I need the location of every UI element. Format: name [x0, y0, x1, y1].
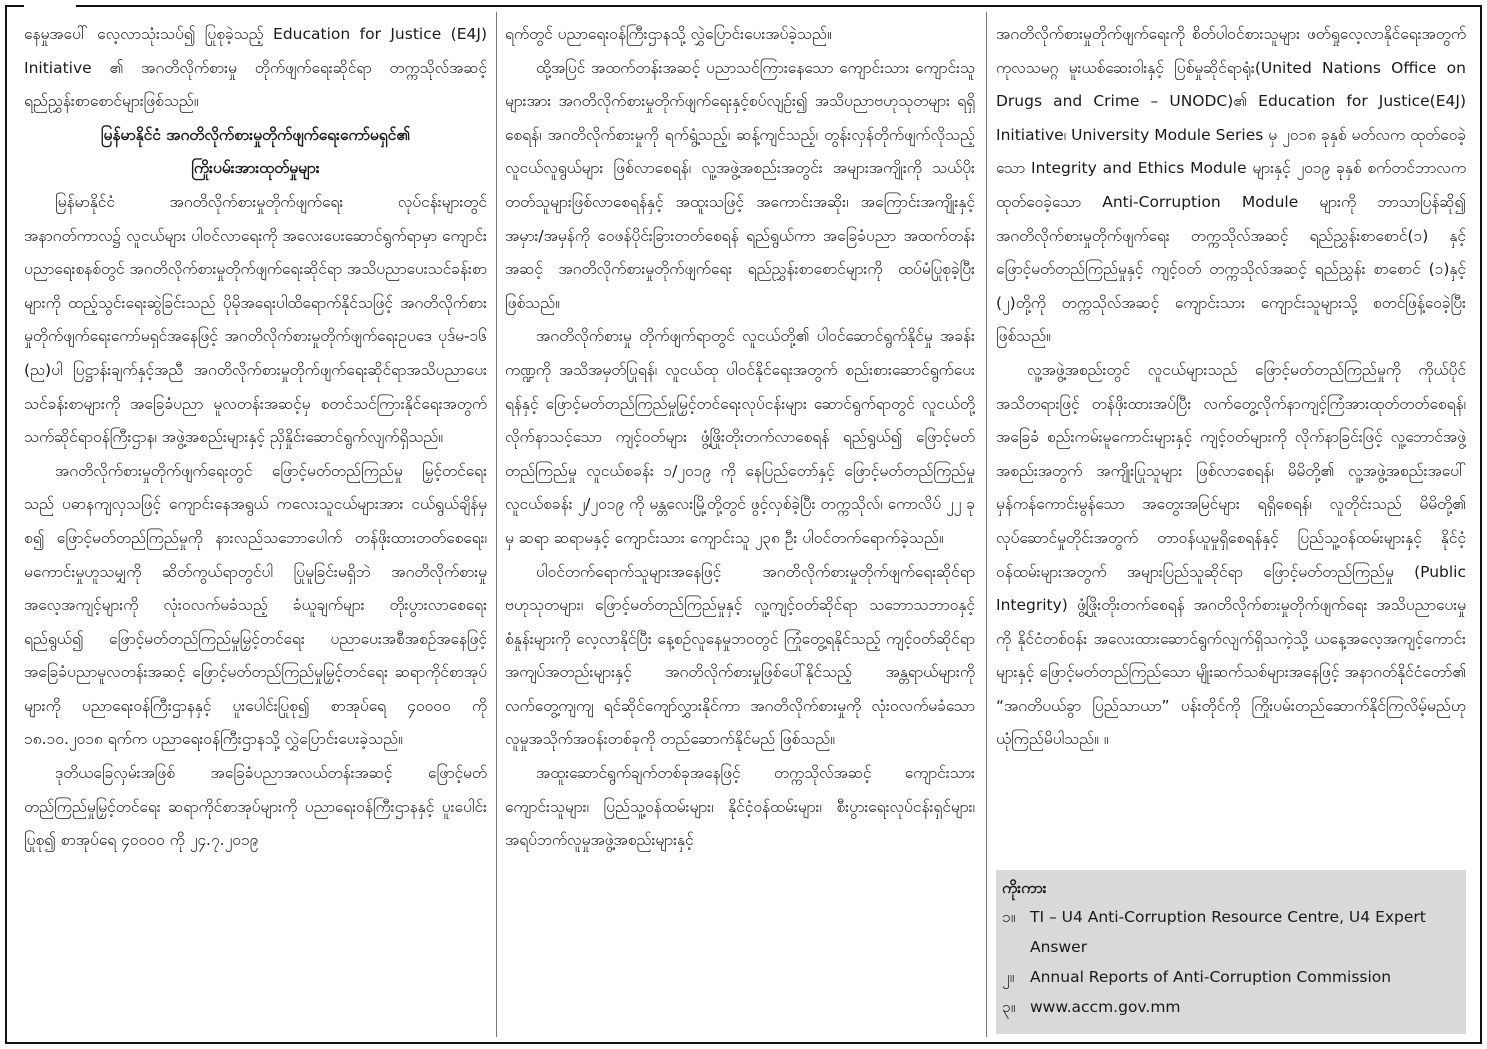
column-divider — [496, 12, 497, 1037]
reference-item — [1002, 992, 1460, 1022]
paragraph: ဒုတိယခြေလှမ်းအဖြစ် အခြေခံပညာအလယ်တန်းအဆင့် ဖြောင့်မတ်တည်ကြည်မှုမြှင့်တင်ရေး ဆရာကိုင်စာအုပ်များကို ပညာရေးဝန်ကြီးဌာနနှင့် ပူးပေါင်းပြုစု၍ စာအုပ်ရေ ၄၀၀၀၀ ကို ၂၄.၇.၂၀၁၉ — [24, 764, 487, 850]
reference-text: TI – U4 Anti-Corruption Resource Centre, U4 Expert Answer — [1030, 908, 1426, 956]
paragraph: ရက်တွင် ပညာရေးဝန်ကြီးဌာနသို့ လွှဲပြောင်းပေးအပ်ခဲ့သည်။ — [505, 25, 832, 43]
reference-item — [1002, 902, 1460, 962]
reference-number: ၁။ — [1002, 908, 1016, 926]
paragraph: ပါဝင်တက်ရောက်သူများအနေဖြင့် အဂတိလိုက်စားမှုတိုက်ဖျက်ရေးဆိုင်ရာ ဗဟုသုတများ၊ ဖြောင့်မတ်တည်ကြည်မှုနှင့် လူ့ကျင့်ဝတ်ဆိုင်ရာ သဘောသဘာဝနှင့် စံနှုန်းများကို လေ့လာနိုင်ပြီး နေ့စဉ်လူနေမှုဘဝတွင် ကြုံတွေ့ရနိုင်သည့် ကျင့်ဝတ်ဆိုင်ရာ အကျပ်အတည်းများနှင့် အဂတိလိုက်စားမှုဖြစ်ပေါ်နိုင်သည့် အန္တရာယ်များကို လက်တွေ့ကျကျ ရင်ဆိုင်ကျော်လွှားနိုင်ကာ အဂတိလိုက်စားမှုကို လုံးဝလက်မခံသော လူမှုအသိုက်အဝန်းတစ်ခုကို တည်ဆောက်နိုင်မည် ဖြစ်သည်။ — [505, 562, 975, 749]
paragraph: အဂတိလိုက်စားမှု တိုက်ဖျက်ရာတွင် လူငယ်တို့၏ ပါဝင်ဆောင်ရွက်နိုင်မှု အခန်းကဏ္ဍကို အသိအမှတ်ပြုရန်၊ လူငယ်ထု ပါဝင်နိုင်ရေးအတွက် စည်းစားဆောင်ရွက်ပေးရန်နှင့် ဖြောင့်မတ်တည်ကြည်မှုမြှင့်တင်ရေးလုပ်ငန်းများ ဆောင်ရွက်ရာတွင် လူငယ်တို့လိုက်နာသင့်သော ကျင့်ဝတ်များ ဖွံ့ဖြိုးတိုးတက်လာစေရန် ရည်ရွယ်၍ ဖြောင့်မတ်တည်ကြည်မှု လူငယ်စခန်း ၁/၂၀၁၉ ကို နေပြည်တော်နှင့် ဖြောင့်မတ်တည်ကြည်မှု လူငယ်စခန်း ၂/၂၀၁၉ ကို မန္တလေးမြို့တို့တွင် ဖွင့်လှစ်ခဲ့ပြီး တက္ကသိုလ်၊ ကောလိပ် ၂၂ ခုမှ ဆရာ ဆရာမနှင့် ကျောင်းသား ကျောင်းသူ ၂၃၈ ဦး ပါဝင်တက်ရောက်ခဲ့သည်။ — [505, 327, 975, 547]
column-divider — [986, 12, 987, 1037]
paragraph: လူ့အဖွဲ့အစည်းတွင် လူငယ်များသည် ဖြောင့်မတ်တည်ကြည်မှုကို ကိုယ်ပိုင်အသိတရားဖြင့် တန်ဖိုးထားအပ်ပြီး လက်တွေ့လိုက်နာကျင့်ကြံအားထုတ်တတ်စေရန်၊ အခြေခံ စည်းကမ်းမူကောင်းများနှင့် ကျင့်ဝတ်များကို လိုက်နာခြင်းဖြင့် လူ့ဘောင်အဖွဲ့အစည်းအတွက် အကျိုးပြုသူများ ဖြစ်လာစေရန်၊ မိမိတို့၏ လူ့အဖွဲ့အစည်းအပေါ် မှန်ကန်ကောင်းမွန်သော အတွေးအမြင်များ ရရှိစေရန်၊ လူတိုင်းသည် မိမိတို့၏ လုပ်ဆောင်မှုတိုင်းအတွက် တာဝန်ယူမှုရှိစေရန်နှင့် ပြည်သူ့ဝန်ထမ်းများနှင့် နိုင်ငံ့ဝန်ထမ်းများအတွက် အများပြည်သူဆိုင်ရာ ဖြောင့်မတ်တည်ကြည်မှု (Public Integrity) ဖွံ့ဖြိုးတိုးတက်စေရန် အဂတိလိုက်စားမှုတိုက်ဖျက်ရေး အသိပညာပေးမှုကို နိုင်ငံတစ်ဝန်း အလေးထားဆောင်ရွက်လျက်ရှိသကဲ့သို့ ယနေ့အလေ့အကျင့်ကောင်းများနှင့် ဖြောင့်မတ်တည်ကြည်သော မျိုးဆက်သစ်များအနေဖြင့် အနာဂတ်နိုင်ငံတော်၏ “အဂတိပယ်ခွာ ပြည်သာယာ” ပန်းတိုင်ကို ကြိုးပမ်းတည်ဆောက်နိုင်ကြလိမ့်မည်ဟု ယုံကြည်မိပါသည်။ ။ — [996, 360, 1466, 749]
paragraph: အထူးဆောင်ရွက်ချက်တစ်ခုအနေဖြင့် တက္ကသိုလ်အဆင့် ကျောင်းသား ကျောင်းသူများ၊ ပြည်သူ့ဝန်ထမ်းများ၊ နိုင်ငံ့ဝန်ထမ်းများ၊ စီးပွားရေးလုပ်ငန်းရှင်များ၊ အရပ်ဘက်လူမှုအဖွဲ့အစည်းများနှင့် — [505, 764, 975, 850]
reference-text: Annual Reports of Anti-Corruption Commission — [1030, 968, 1392, 986]
reference-number: ၂။ — [1002, 968, 1015, 986]
border-tab — [24, 0, 76, 14]
paragraph: နေမှုအပေါ် လေ့လာသုံးသပ်၍ ပြုစုခဲ့သည့် Education for Justice (E4J) Initiative ၏ အဂတိလိုက်စားမှု တိုက်ဖျက်ရေးဆိုင်ရာ တက္ကသိုလ်အဆင့် ရည်ညွှန်းစာစောင်များဖြစ်သည်။ — [24, 25, 487, 111]
section-heading-line-2: ကြိုးပမ်းအားထုတ်မှုများ — [191, 159, 320, 178]
reference-link: www.accm.gov.mm — [1030, 998, 1181, 1016]
paragraph: အဂတိလိုက်စားမှုတိုက်ဖျက်ရေးကို စိတ်ပါဝင်စားသူများ ဖတ်ရှုလေ့လာနိုင်ရေးအတွက် ကုလသမဂ္ဂ မူးယစ်ဆေးဝါးနှင့် ပြစ်မှုဆိုင်ရာရုံး(United Nations Office on Drugs and Crime – UNODC)၏ Education for Justice(E4J) Initiative၊ University Module Series မှ ၂၀၁၈ ခုနှစ် မတ်လက ထုတ်ဝေခဲ့သော Integrity and Ethics Module များနှင့် ၂၀၁၉ ခုနှစ် စက်တင်ဘာလက ထုတ်ဝေခဲ့သော Anti-Corruption Module များကို ဘာသာပြန်ဆို၍ အဂတိလိုက်စားမှုတိုက်ဖျက်ရေး တက္ကသိုလ်အဆင့် ရည်ညွှန်းစာစောင်(၁) နှင့် ဖြောင့်မတ်တည်ကြည်မှုနှင့် ကျင့်ဝတ် တက္ကသိုလ်အဆင့် ရည်ညွှန်း စာစောင် (၁)နှင့် (၂)တို့ကို တက္ကသိုလ်အဆင့် ကျောင်းသား ကျောင်းသူများသို့ စတင်ဖြန့်ဝေခဲ့ပြီးဖြစ်သည်။ — [996, 25, 1466, 346]
paragraph: အဂတိလိုက်စားမှုတိုက်ဖျက်ရေးတွင် ဖြောင့်မတ်တည်ကြည်မှု မြှင့်တင်ရေးသည် ပဓာနကျလှသဖြင့် ကျောင်းနေအရွယ် ကလေးသူငယ်များအား ငယ်ရွယ်ချိန်မှစ၍ ဖြောင့်မတ်တည်ကြည်မှုကို နားလည်သဘောပေါက် တန်ဖိုးထားတတ်စေရေး၊ မကောင်းမှုဟူသမျှကို ဆိတ်ကွယ်ရာတွင်ပါ ပြုမူခြင်းမရှိဘဲ အဂတိလိုက်စားမှုအလေ့အကျင့်များကို လုံးဝလက်မခံသည့် ခံယူချက်များ တိုးပွားလာစေရေး ရည်ရွယ်၍ ဖြောင့်မတ်တည်ကြည်မှုမြှင့်တင်ရေး ပညာပေးအစီအစဉ်အနေဖြင့် အခြေခံပညာမူလတန်းအဆင့် ဖြောင့်မတ်တည်ကြည်မှုမြှင့်တင်ရေး ဆရာကိုင်စာအုပ်များကို ပညာရေးဝန်ကြီးဌာနနှင့် ပူးပေါင်းပြုစု၍ စာအုပ်ရေ ၄၀၀၀၀ ကို ၁၈.၁၀.၂၀၁၈ ရက်က ပညာရေးဝန်ကြီးဌာနသို့ လွှဲပြောင်းပေးခဲ့သည်။ — [24, 461, 487, 749]
article-column-3 — [996, 18, 1466, 867]
paragraph: မြန်မာနိုင်ငံ အဂတိလိုက်စားမှုတိုက်ဖျက်ရေး လုပ်ငန်းများတွင် အနာဂတ်ကာလ၌ လူငယ်များ ပါဝင်လာရေးကို အလေးပေးဆောင်ရွက်ရာမှာ ကျောင်းပညာရေးစနစ်တွင် အဂတိလိုက်စားမှုတိုက်ဖျက်ရေးဆိုင်ရာ အသိပညာပေးသင်ခန်းစာများကို ထည့်သွင်းရေးဆွဲခြင်းသည် ပိုမိုအရေးပါထိရောက်နိုင်သဖြင့် အဂတိလိုက်စားမှုတိုက်ဖျက်ရေးကော်မရှင်အနေဖြင့် အဂတိလိုက်စားမှုတိုက်ဖျက်ရေးဥပဒေ ပုဒ်မ-၁၆ (ည)ပါ ပြဋ္ဌာန်းချက်နှင့်အညီ အဂတိလိုက်စားမှုတိုက်ဖျက်ရေးဆိုင်ရာအသိပညာပေး သင်ခန်းစာများကို အခြေခံပညာ မူလတန်းအဆင့်မှ စတင်သင်ကြားနိုင်ရေးအတွက် သက်ဆိုင်ရာဝန်ကြီးဌာန၊ အဖွဲ့အစည်းများနှင့် ညှိနှိုင်းဆောင်ရွက်လျက်ရှိသည်။ — [24, 192, 487, 447]
article-column-1 — [24, 18, 487, 1033]
references-title: ကိုးကား — [1002, 879, 1047, 897]
paragraph: ထို့အပြင် အထက်တန်းအဆင့် ပညာသင်ကြားနေသော ကျောင်းသား ကျောင်းသူများအား အဂတိလိုက်စားမှုတိုက်ဖျက်ရေးနှင့်စပ်လျဉ်း၍ အသိပညာဗဟုသုတများ ရရှိစေရန်၊ အဂတိလိုက်စားမှုကို ရက်ရွံ့သည့်၊ ဆန့်ကျင်သည့်၊ တွန်းလှန်တိုက်ဖျက်လိုသည့် လူငယ်လူရွယ်များ ဖြစ်လာစေရန်၊ လူ့အဖွဲ့အစည်းအတွင်း အများအကျိုးကို သယ်ပိုးတတ်သူများဖြစ်လာစေရန်နှင့် အထူးသဖြင့် အကောင်းအဆိုး၊ အကြောင်းအကျိုးနှင့် အမှား/အမှန်ကို ဝေဖန်ပိုင်းခြားတတ်စေရန် ရည်ရွယ်ကာ အခြေခံပညာ အထက်တန်းအဆင့် အဂတိလိုက်စားမှုတိုက်ဖျက်ရေး ရည်ညွှန်းစာစောင်များကို ထပ်မံပြုစုခဲ့ပြီးဖြစ်သည်။ — [505, 58, 975, 312]
reference-number: ၃။ — [1002, 998, 1016, 1016]
article-column-2 — [505, 18, 975, 1033]
references-box — [996, 870, 1466, 1034]
reference-item — [1002, 962, 1460, 992]
section-heading-line-1: မြန်မာနိုင်ငံ အဂတိလိုက်စားမှုတိုက်ဖျက်ရေးကော်မရှင်၏ — [100, 125, 411, 144]
